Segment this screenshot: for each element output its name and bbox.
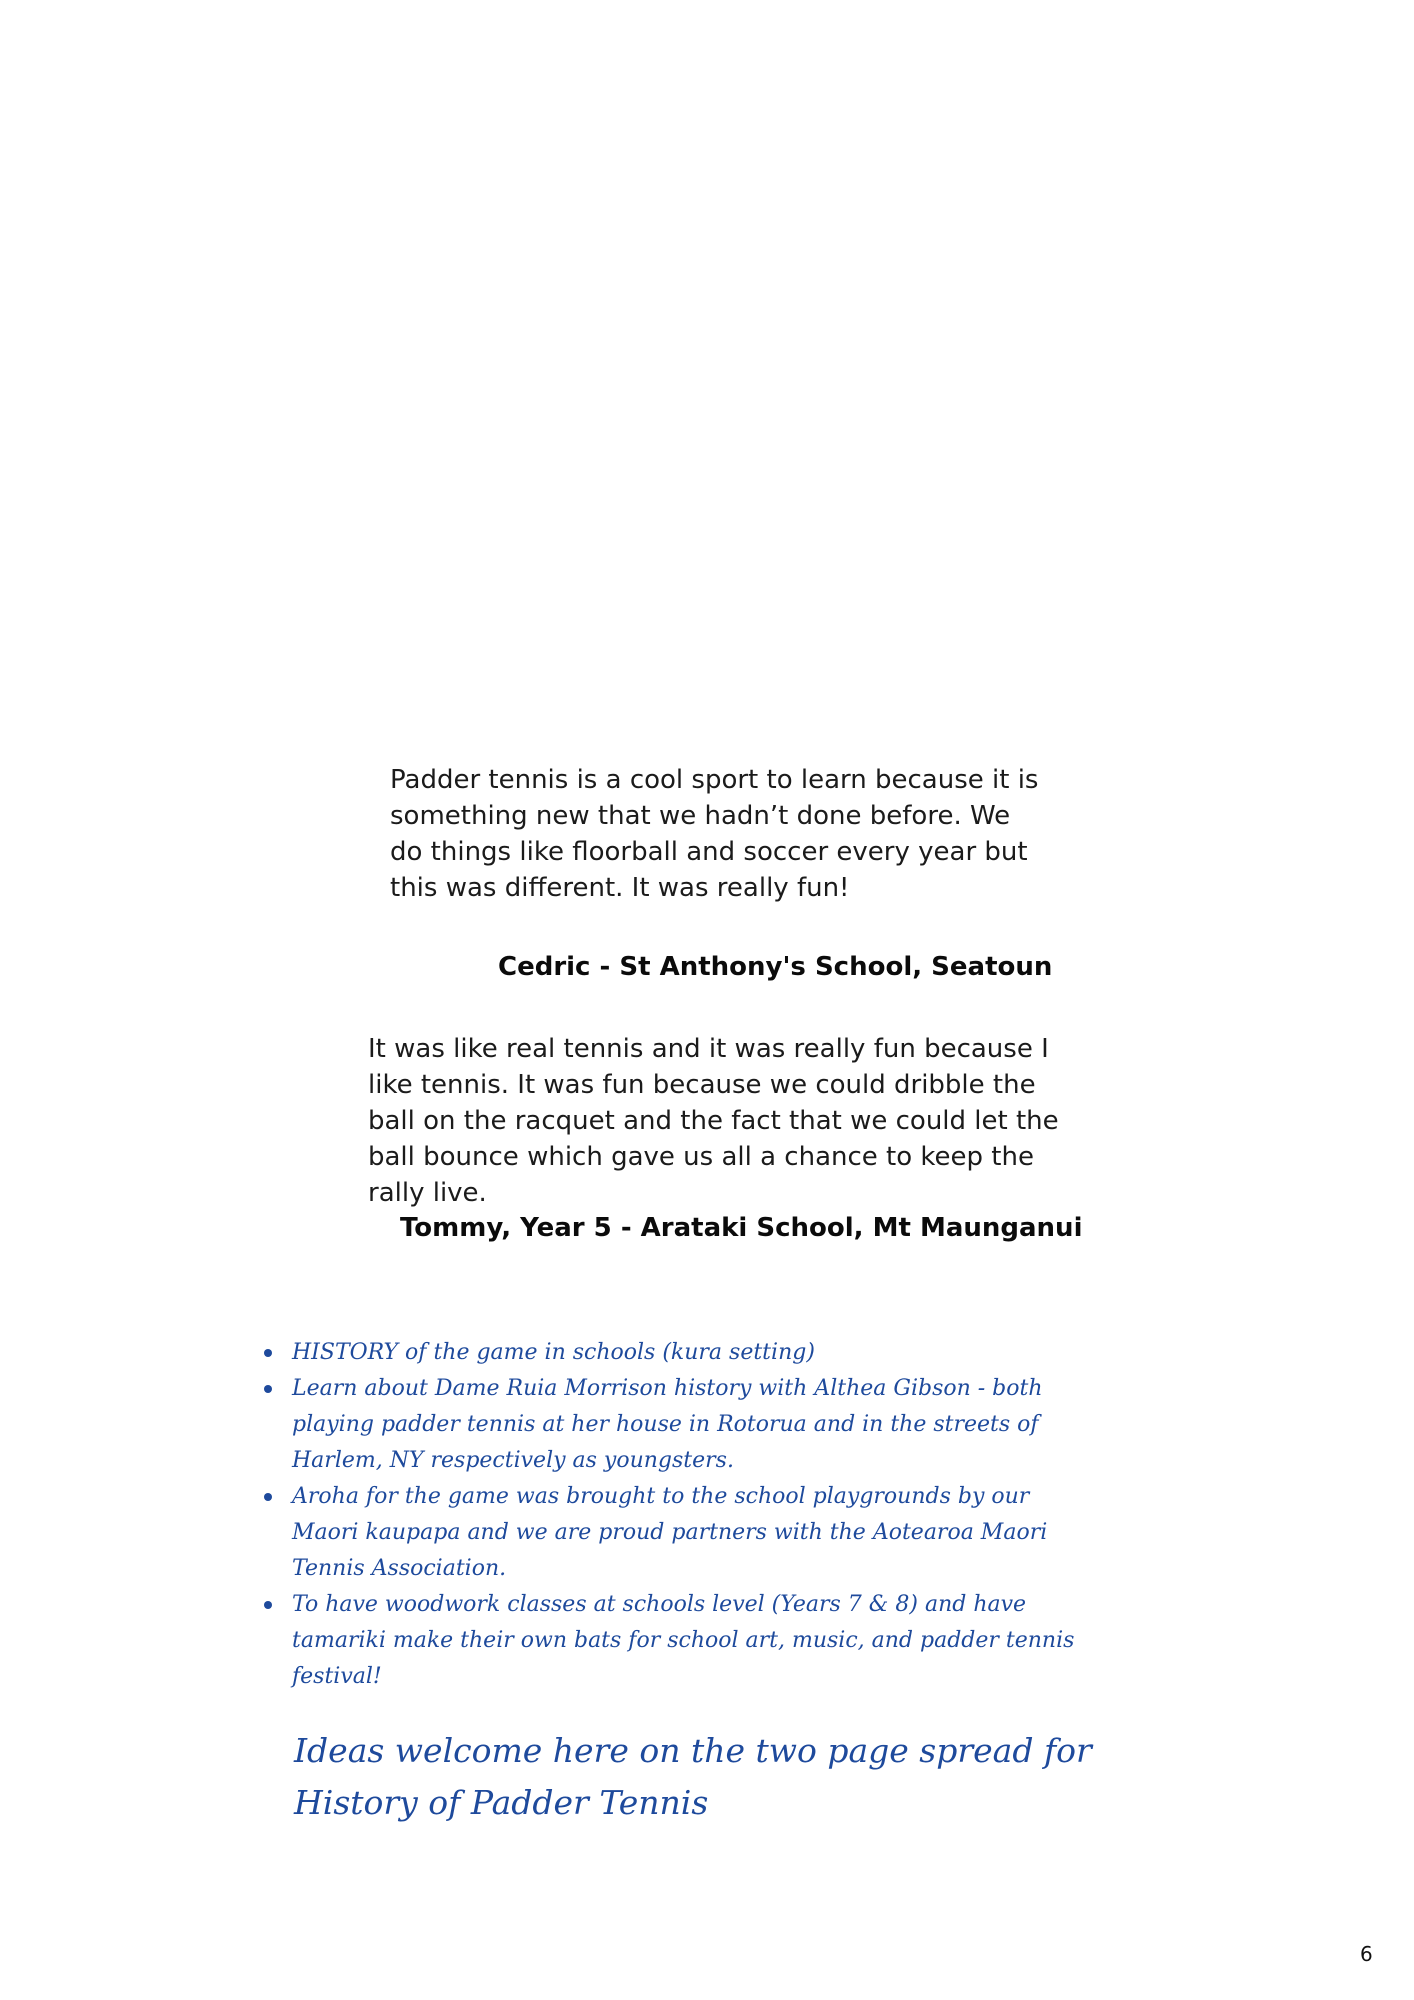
testimonial-quote-cedric: Padder tennis is a cool sport to learn because it is something new that we hadn’t done before. We do things like floorball and soccer every year but this was different. It was really fun! [390,765,1039,903]
bullet-icon [264,1493,272,1501]
bullet-icon [264,1385,272,1393]
list-item-text: HISTORY of the game in schools (kura setting) [292,1340,815,1365]
list-item [262,1335,1102,1371]
testimonial-attribution-cedric: Cedric - St Anthony's School, Seatoun [498,952,1053,982]
bullet-icon [264,1349,272,1357]
testimonial-attribution-tommy: Tommy, Year 5 - Arataki School, Mt Maunganui [400,1213,1083,1243]
list-item [262,1371,1102,1479]
bullet-icon [264,1601,272,1609]
page-number: 6 [1360,1942,1373,1966]
ideas-note: Ideas welcome here on the two page spread for History of Padder Tennis [294,1731,1092,1822]
list-item [262,1587,1102,1695]
list-item-text: Aroha for the game was brought to the school playgrounds by our Maori kaupapa and we are proud partners with the Aotearoa Maori Tennis Association. [292,1484,1048,1581]
history-notes-list [262,1335,1102,1695]
testimonial-quote-tommy: It was like real tennis and it was really fun because I like tennis. It was fun because we could dribble the ball on the racquet and the fact that we could let the ball bounce which gave us all a chance to keep the rally live. [368,1034,1059,1208]
list-item [262,1479,1102,1587]
list-item-text: Learn about Dame Ruia Morrison history with Althea Gibson - both playing padder tennis at her house in Rotorua and in the streets of Harlem, NY respectively as youngsters. [292,1376,1043,1473]
list-item-text: To have woodwork classes at schools level (Years 7 & 8) and have tamariki make their own bats for school art, music, and padder tennis festival! [292,1592,1075,1689]
